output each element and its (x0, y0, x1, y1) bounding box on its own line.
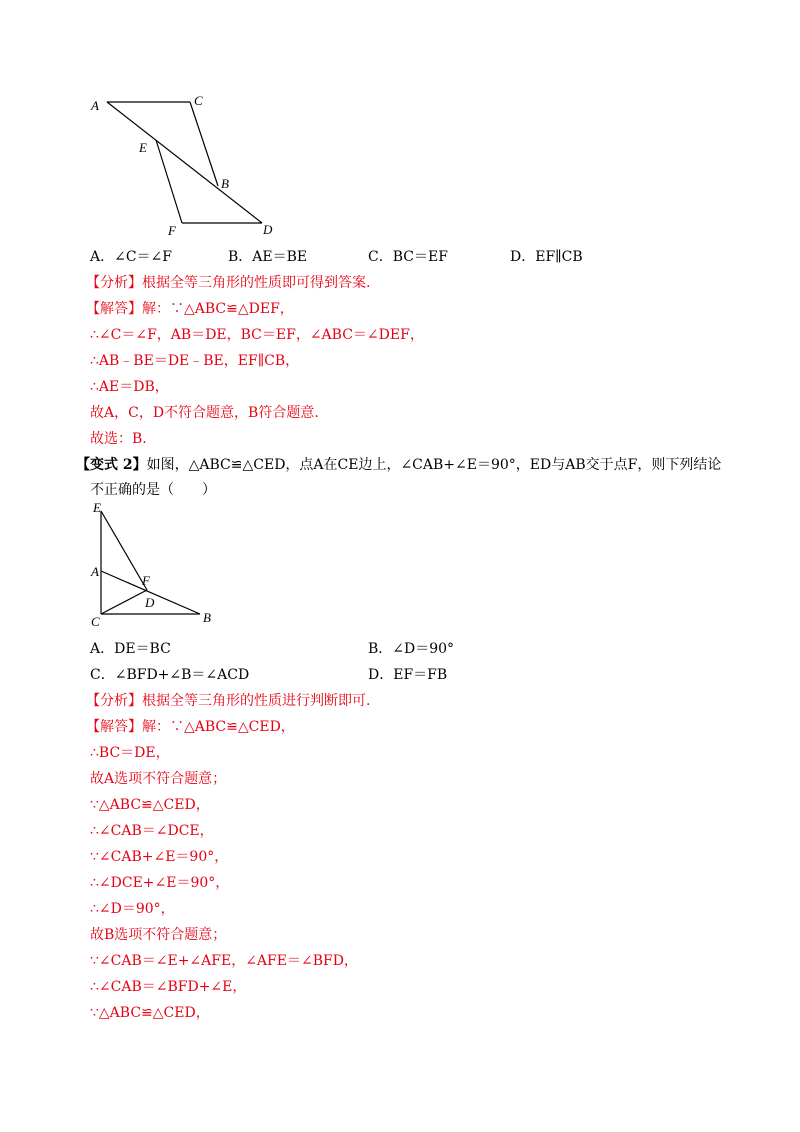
q2-answer-line: ∵△ABC≌△CED， (90, 1005, 210, 1021)
q2-answer-line: ∵△ABC≌△CED， (90, 797, 210, 813)
q2-answer-line: ∵∠CAB+∠E＝90°， (90, 849, 229, 865)
q2-answer-line: ∴BC＝DE， (90, 745, 170, 761)
q1-answer-line: ∴AE＝DB， (90, 379, 169, 395)
q1-option-a: A．∠C＝∠F (90, 249, 172, 265)
label-B: B (221, 176, 229, 191)
label-C: C (194, 93, 203, 108)
label-B: B (203, 610, 211, 625)
figure-2 (0, 495, 800, 635)
q2-option-d: D．EF＝FB (368, 667, 448, 683)
label-D: D (145, 595, 155, 610)
label-C: C (91, 614, 100, 629)
q1-option-b: B．AE＝BE (228, 249, 308, 265)
q1-answer-line: 故A，C，D不符合题意，B符合题意. (90, 405, 319, 421)
q2-answer-line: ∴∠DCE+∠E＝90°， (90, 875, 230, 891)
q2-answer-line: 故B选项不符合题意； (90, 927, 227, 943)
q1-answer-line: ∴AB﹣BE＝DE﹣BE，EF∥CB， (90, 353, 300, 369)
label-E: E (93, 500, 101, 515)
q2-answer-line: ∴∠CAB＝∠DCE， (90, 823, 214, 839)
q2-stem-line2: 不正确的是（ ） (90, 482, 216, 498)
q2-option-b: B．∠D＝90° (368, 641, 455, 657)
label-F: F (168, 223, 176, 238)
q2-answer-line: 【解答】解：∵△ABC≌△CED， (86, 719, 295, 735)
q2-tag: 【变式 2】 (76, 457, 147, 473)
q2-analysis: 【分析】根据全等三角形的性质进行判断即可. (86, 693, 371, 709)
q2-option-c: C．∠BFD+∠B＝∠ACD (90, 667, 250, 683)
label-D: D (263, 222, 273, 237)
q2-answer-line: 故A选项不符合题意； (90, 771, 227, 787)
q1-option-c: C．BC＝EF (368, 249, 448, 265)
q2-answer-line: ∴∠CAB＝∠BFD+∠E， (90, 979, 247, 995)
q2-answer-line: ∵∠CAB＝∠E+∠AFE，∠AFE＝∠BFD， (90, 953, 358, 969)
q1-analysis: 【分析】根据全等三角形的性质即可得到答案. (86, 275, 371, 291)
q2-option-a: A．DE＝BC (90, 641, 171, 657)
q1-answer-line: 【解答】解：∵△ABC≌△DEF， (86, 301, 294, 317)
label-F: F (142, 573, 150, 588)
q2-answer-line: ∴∠D＝90°， (90, 901, 175, 917)
label-A: A (91, 564, 99, 579)
label-A: A (91, 98, 99, 113)
figure-1 (0, 0, 800, 250)
label-E: E (139, 140, 147, 155)
q2-stem (76, 454, 721, 474)
q1-answer-line: 故选：B. (90, 431, 147, 447)
q1-answer-line: ∴∠C＝∠F，AB＝DE，BC＝EF，∠ABC＝∠DEF， (90, 327, 424, 343)
q1-option-d: D．EF∥CB (510, 249, 583, 265)
q2-stem-line1: 如图，△ABC≌△CED，点A在CE边上，∠CAB+∠E＝90°，ED与AB交于点F，则下列结论 (146, 457, 722, 473)
